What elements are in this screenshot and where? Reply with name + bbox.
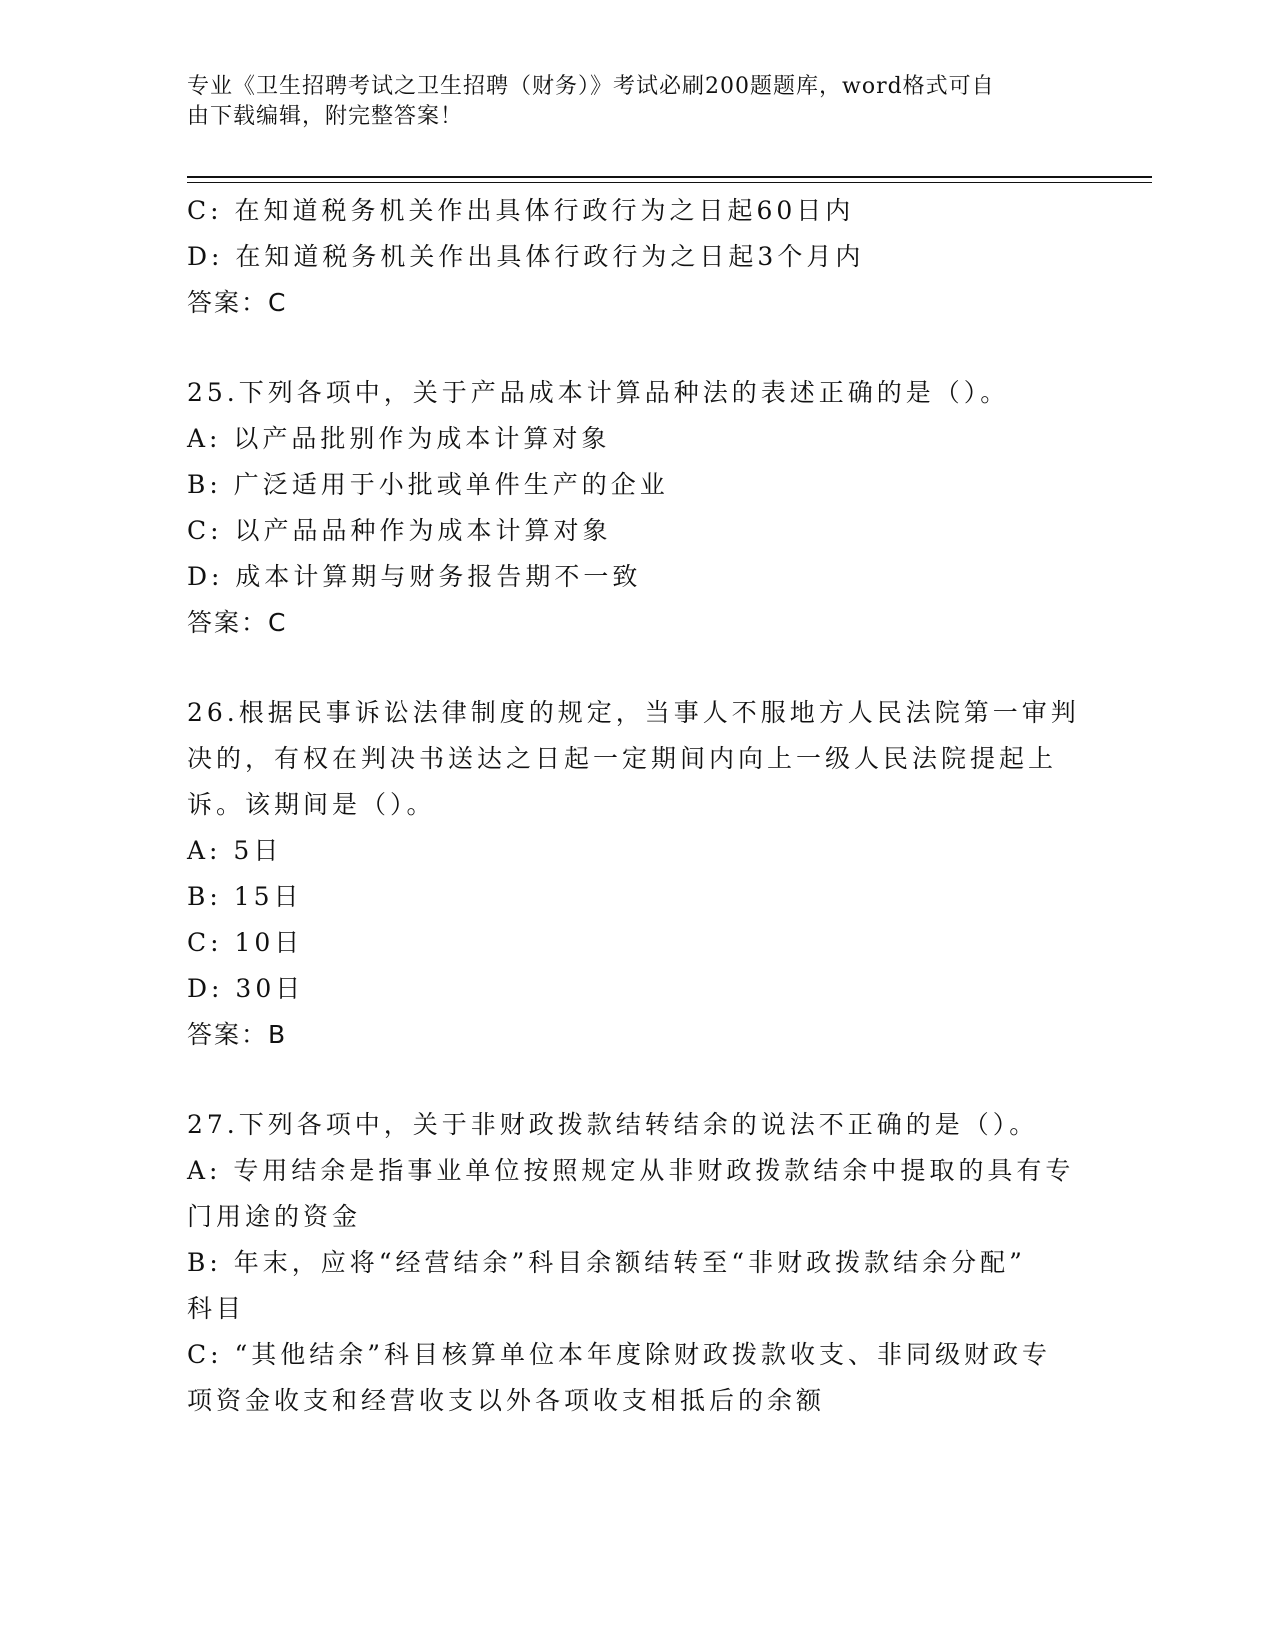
- header-title-line-2: 由下载编辑，附完整答案！: [187, 104, 464, 129]
- spacer: [187, 326, 1087, 370]
- option-a-line-2: 门用途的资金: [187, 1202, 362, 1231]
- option-d: D: 30日: [187, 974, 305, 1003]
- questions-content: [187, 188, 1087, 1424]
- option-d: D: 成本计算期与财务报告期不一致: [187, 562, 642, 591]
- option-d: D: 在知道税务机关作出具体行政行为之日起3个月内: [187, 242, 865, 271]
- option-a-line-1: A: 专用结余是指事业单位按照规定从非财政拨款结余中提取的具有专: [187, 1156, 1075, 1185]
- option-b: B: 15日: [187, 882, 303, 911]
- answer-line: 答案：C: [187, 288, 288, 317]
- spacer: [187, 646, 1087, 690]
- option-c-line-2: 项资金收支和经营收支以外各项收支相抵后的余额: [187, 1386, 826, 1415]
- answer-line: 答案：B: [187, 1020, 288, 1049]
- option-c: C: 在知道税务机关作出具体行政行为之日起60日内: [187, 196, 855, 225]
- question-stem-line-2: 决的，有权在判决书送达之日起一定期间内向上一级人民法院提起上: [187, 744, 1058, 773]
- question-stem: 27.下列各项中，关于非财政拨款结转结余的说法不正确的是（）。: [187, 1110, 1039, 1139]
- question-26: [187, 690, 1087, 1058]
- answer-line: 答案：C: [187, 608, 288, 637]
- question-stem: 25.下列各项中，关于产品成本计算品种法的表述正确的是（）。: [187, 378, 1010, 407]
- question-25: [187, 370, 1087, 646]
- header-title-line-1: 专业《卫生招聘考试之卫生招聘（财务）》考试必刷200题题库，word格式可自: [187, 74, 995, 99]
- option-b: B: 广泛适用于小批或单件生产的企业: [187, 470, 669, 499]
- question-27: [187, 1102, 1087, 1424]
- question-24-continued: [187, 188, 1087, 326]
- option-a: A: 5日: [187, 836, 283, 865]
- option-b-line-1: B: 年末，应将“经营结余”科目余额结转至“非财政拨款结余分配”: [187, 1248, 1026, 1277]
- header-divider-thick: [187, 176, 1152, 178]
- option-c: C: 以产品品种作为成本计算对象: [187, 516, 612, 545]
- spacer: [187, 1058, 1087, 1102]
- header-divider-thin: [187, 182, 1152, 183]
- option-c-line-1: C: “其他结余”科目核算单位本年度除财政拨款收支、非同级财政专: [187, 1340, 1052, 1369]
- option-b-line-2: 科目: [187, 1294, 246, 1323]
- document-header: [187, 72, 1087, 132]
- question-stem-line-3: 诉。该期间是（）。: [187, 790, 436, 819]
- option-c: C: 10日: [187, 928, 304, 957]
- question-stem-line-1: 26.根据民事诉讼法律制度的规定，当事人不服地方人民法院第一审判: [187, 698, 1080, 727]
- option-a: A: 以产品批别作为成本计算对象: [187, 424, 611, 453]
